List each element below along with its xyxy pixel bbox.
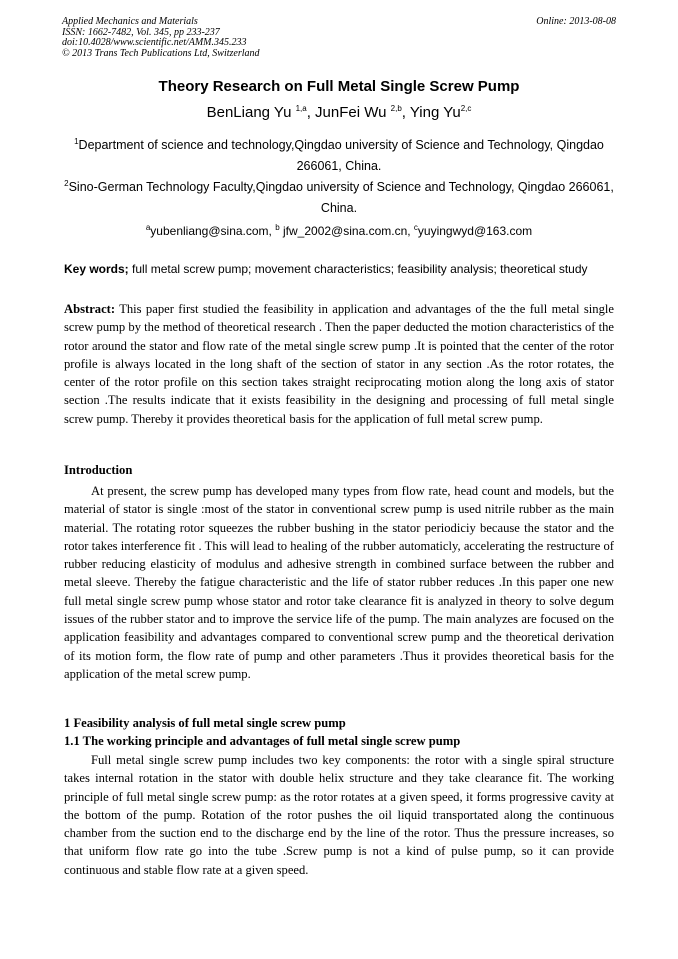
affiliation-1-mark: 1 [74, 136, 79, 146]
email-b[interactable]: jfw_2002@sina.com.cn, [279, 224, 414, 238]
copyright-line: © 2013 Trans Tech Publications Ltd, Switzerland [62, 47, 260, 59]
abstract [64, 300, 614, 428]
abstract-label: Abstract: [64, 302, 116, 316]
email-c-mark: c [413, 223, 418, 232]
section-1-heading: 1 Feasibility analysis of full metal single screw pump [64, 716, 346, 730]
introduction-text: At present, the screw pump has developed many types from flow rate, head count and models, but the material of stator is single :most of the stator in conventional screw pump is used nitrile rubber as the main material. The rotating rotor squeezes the rubber bushing in the stator periodiciy because the stator and the rotor takes interference fit . This will lead to healing of the rubber automaticly, accelerating the restructure of rubber reducing elasticity of modulus and adhesive strength in combined surface between the rubber and metal sleeve. Thereby the fatigue characteristic and the life of stator rubber reduces .In this paper one new full metal single screw pump whose stator and rotor take clearance fit is analyzed in theory to solve degum issues of the rubber stator and to improve the service life of the pump. The main analyzes are focused on the application feasibility and advantages compared to conventional screw pump and the theoretical derivation of its motion form, the flow rate of pump and other parameters .Thus it provides theoretical basis for the application of the metal screw pump. [64, 484, 614, 681]
affiliation-1-text: Department of science and technology,Qingdao university of Science and Technology, Qingdao 266061, China. [78, 138, 604, 173]
author-1-affil: 1,a [295, 104, 307, 113]
keywords-label: Key words; [64, 262, 129, 276]
author-1: BenLiang Yu [206, 104, 296, 121]
keywords [64, 262, 624, 276]
author-list [0, 104, 678, 121]
keywords-text: full metal screw pump; movement characteristics; feasibility analysis; theoretical study [128, 262, 588, 276]
section-1-1-text: Full metal single screw pump includes two key components: the rotor with a single spiral structure takes internal rotation in the stator with double helix structure and they take clearance fit. The working principle of full metal single screw pump: as the rotor rotates at a given speed, it forms progressive cavity at the bottom of the pump. Rotation of the rotor pushes the oil liquid transportated along the continuous chamber from the suction end to the discharge end by the line of the rotor. Thus the pressure increases, so that uniform flow rate go into the tube .Screw pump is not a kind of pulse pump, so it can provide continuous and stable flow rate at a given speed. [64, 753, 614, 877]
affiliation-2-text: Sino-German Technology Faculty,Qingdao university of Science and Technology, Qingdao 266061, China. [68, 180, 614, 215]
email-a-mark: a [145, 223, 151, 232]
online-date: Online: 2013-08-08 [536, 16, 616, 27]
email-list [0, 224, 678, 238]
abstract-text: This paper first studied the feasibility in application and advantages of the the full metal single screw pump by the method of theoretical research . Then the paper deducted the motion characteristics of the rotor around the stator and flow rate of the metal single screw pump .It is pointed that the center of the rotor profile is always located in the long shaft of the section of stator in any section .As the rotor rotates, the center of the rotor profile on this section takes straight reciprocating motion along the long axis of stator section .The results indicate that it exists feasibility in the designing and processing of full metal single screw pump. Thereby it provides theoretical basis for the application of full metal screw pump. [64, 302, 614, 426]
introduction-heading: Introduction [64, 463, 133, 477]
doi-line: doi:10.4028/www.scientific.net/AMM.345.233 [62, 37, 247, 48]
email-c[interactable]: yuyingwyd@163.com [417, 224, 533, 238]
email-a[interactable]: yubenliang@sina.com, [150, 224, 276, 238]
paper-title: Theory Research on Full Metal Single Screw Pump [158, 78, 520, 95]
journal-header [62, 17, 616, 59]
author-2: , JunFei Wu [306, 104, 391, 121]
author-2-affil: 2,b [390, 104, 402, 113]
affiliation-1 [64, 135, 614, 177]
affiliation-2-mark: 2 [64, 178, 69, 188]
author-3-affil: 2,c [460, 104, 472, 113]
author-3: , Ying Yu [401, 104, 461, 121]
issn-line: ISSN: 1662-7482, Vol. 345, pp 233-237 [62, 26, 220, 38]
email-b-mark: b [275, 223, 280, 232]
section-1-1-heading: 1.1 The working principle and advantages of full metal single screw pump [64, 734, 461, 748]
affiliation-2 [64, 177, 614, 219]
journal-name: Applied Mechanics and Materials [62, 16, 198, 27]
